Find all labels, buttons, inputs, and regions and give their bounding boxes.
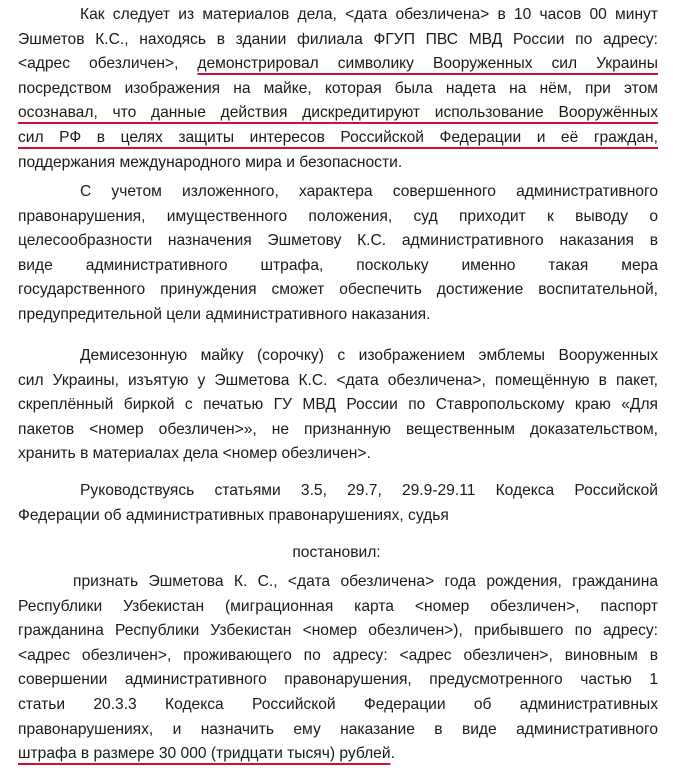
text-line: скреплённый биркой с печатью ГУ МВД России по Ставропольскому краю «Для	[18, 396, 658, 414]
text-line: хранить в материалах дела <номер обезличен>.	[18, 445, 371, 463]
text-line: предупредительной цели административного наказания.	[18, 305, 431, 323]
text-line: Республики Узбекистан (миграционная карта <номер обезличен>, паспорт	[18, 597, 658, 615]
paragraph-reasoning	[18, 180, 658, 328]
text-line: посредством изображения на майке, которая была надета на нём, при этом	[18, 79, 658, 97]
text-line: совершении административного правонарушения, предусмотренного частью 1	[18, 671, 658, 689]
text-line: <адрес обезличен>, проживающего по адресу: <адрес обезличен>, виновным в	[18, 646, 658, 664]
text-line: пакетов <номер обезличен>», не признанную вещественным доказательством,	[18, 420, 658, 438]
text-line: поддержания международного мира и безопасности.	[18, 153, 403, 171]
text-line: статьи 20.3.3 Кодекса Российской Федерации об административных	[18, 695, 658, 713]
text-line: гражданина Республики Узбекистан <номер обезличен>), прибывшего по адресу:	[18, 622, 658, 640]
text-line: виде административного штрафа, поскольку именно такая мера	[18, 256, 658, 274]
text-fragment: <адрес обезличен>,	[18, 55, 198, 73]
underlined-text: штрафа в размере 30 000 (тридцати тысяч) рублей	[18, 745, 391, 763]
text-fragment: .	[390, 745, 395, 763]
paragraph-guided-by	[18, 479, 658, 528]
text-line: правонарушения, имущественного положения, суд приходит к выводу о	[18, 207, 658, 225]
underlined-text: демонстрировал символику Вооруженных сил Украины	[197, 55, 658, 73]
text-line	[18, 126, 658, 151]
text-line: правонарушениях, и назначить ему наказание в виде административного	[18, 720, 658, 738]
underlined-text: сил РФ в целях защиты интересов Российской Федерации и её граждан,	[18, 128, 658, 146]
text-line: Как следует из материалов дела, <дата обезличена> в 10 часов 00 минут	[80, 6, 658, 23]
text-line	[18, 742, 658, 767]
text-line: целесообразности назначения Эшметову К.С. административного наказания в	[18, 232, 658, 250]
text-line: С учетом изложенного, характера совершенного административного	[80, 183, 658, 200]
text-line: государственного принуждения сможет обеспечить достижение воспитательной,	[18, 281, 658, 299]
text-line	[18, 101, 658, 126]
text-line: признать Эшметова К. С., <дата обезличена> года рождения, гражданина	[73, 573, 658, 590]
text-line: Демисезонную майку (сорочку) с изображением эмблемы Вооруженных	[80, 347, 658, 364]
paragraph-evidence	[18, 344, 658, 467]
text-line: Федерации об административных правонарушениях, судья	[18, 506, 449, 524]
text-line: Руководствуясь статьями 3.5, 29.7, 29.9-29.11 Кодекса Российской	[80, 482, 658, 499]
text-line	[18, 52, 658, 77]
ruling-heading: постановил:	[292, 544, 381, 561]
underlined-text: осознавал, что данные действия дискредитируют использование Вооружённых	[18, 104, 658, 122]
text-line: Эшметов К.С., находясь в здании филиала ФГУП ПВС МВД России по адресу:	[18, 30, 658, 48]
text-line: сил Украины, изъятую у Эшметова К.С. <дата обезличена>, помещённую в пакет,	[18, 371, 658, 389]
paragraph-ruling	[18, 570, 658, 767]
paragraph-facts	[18, 3, 658, 175]
